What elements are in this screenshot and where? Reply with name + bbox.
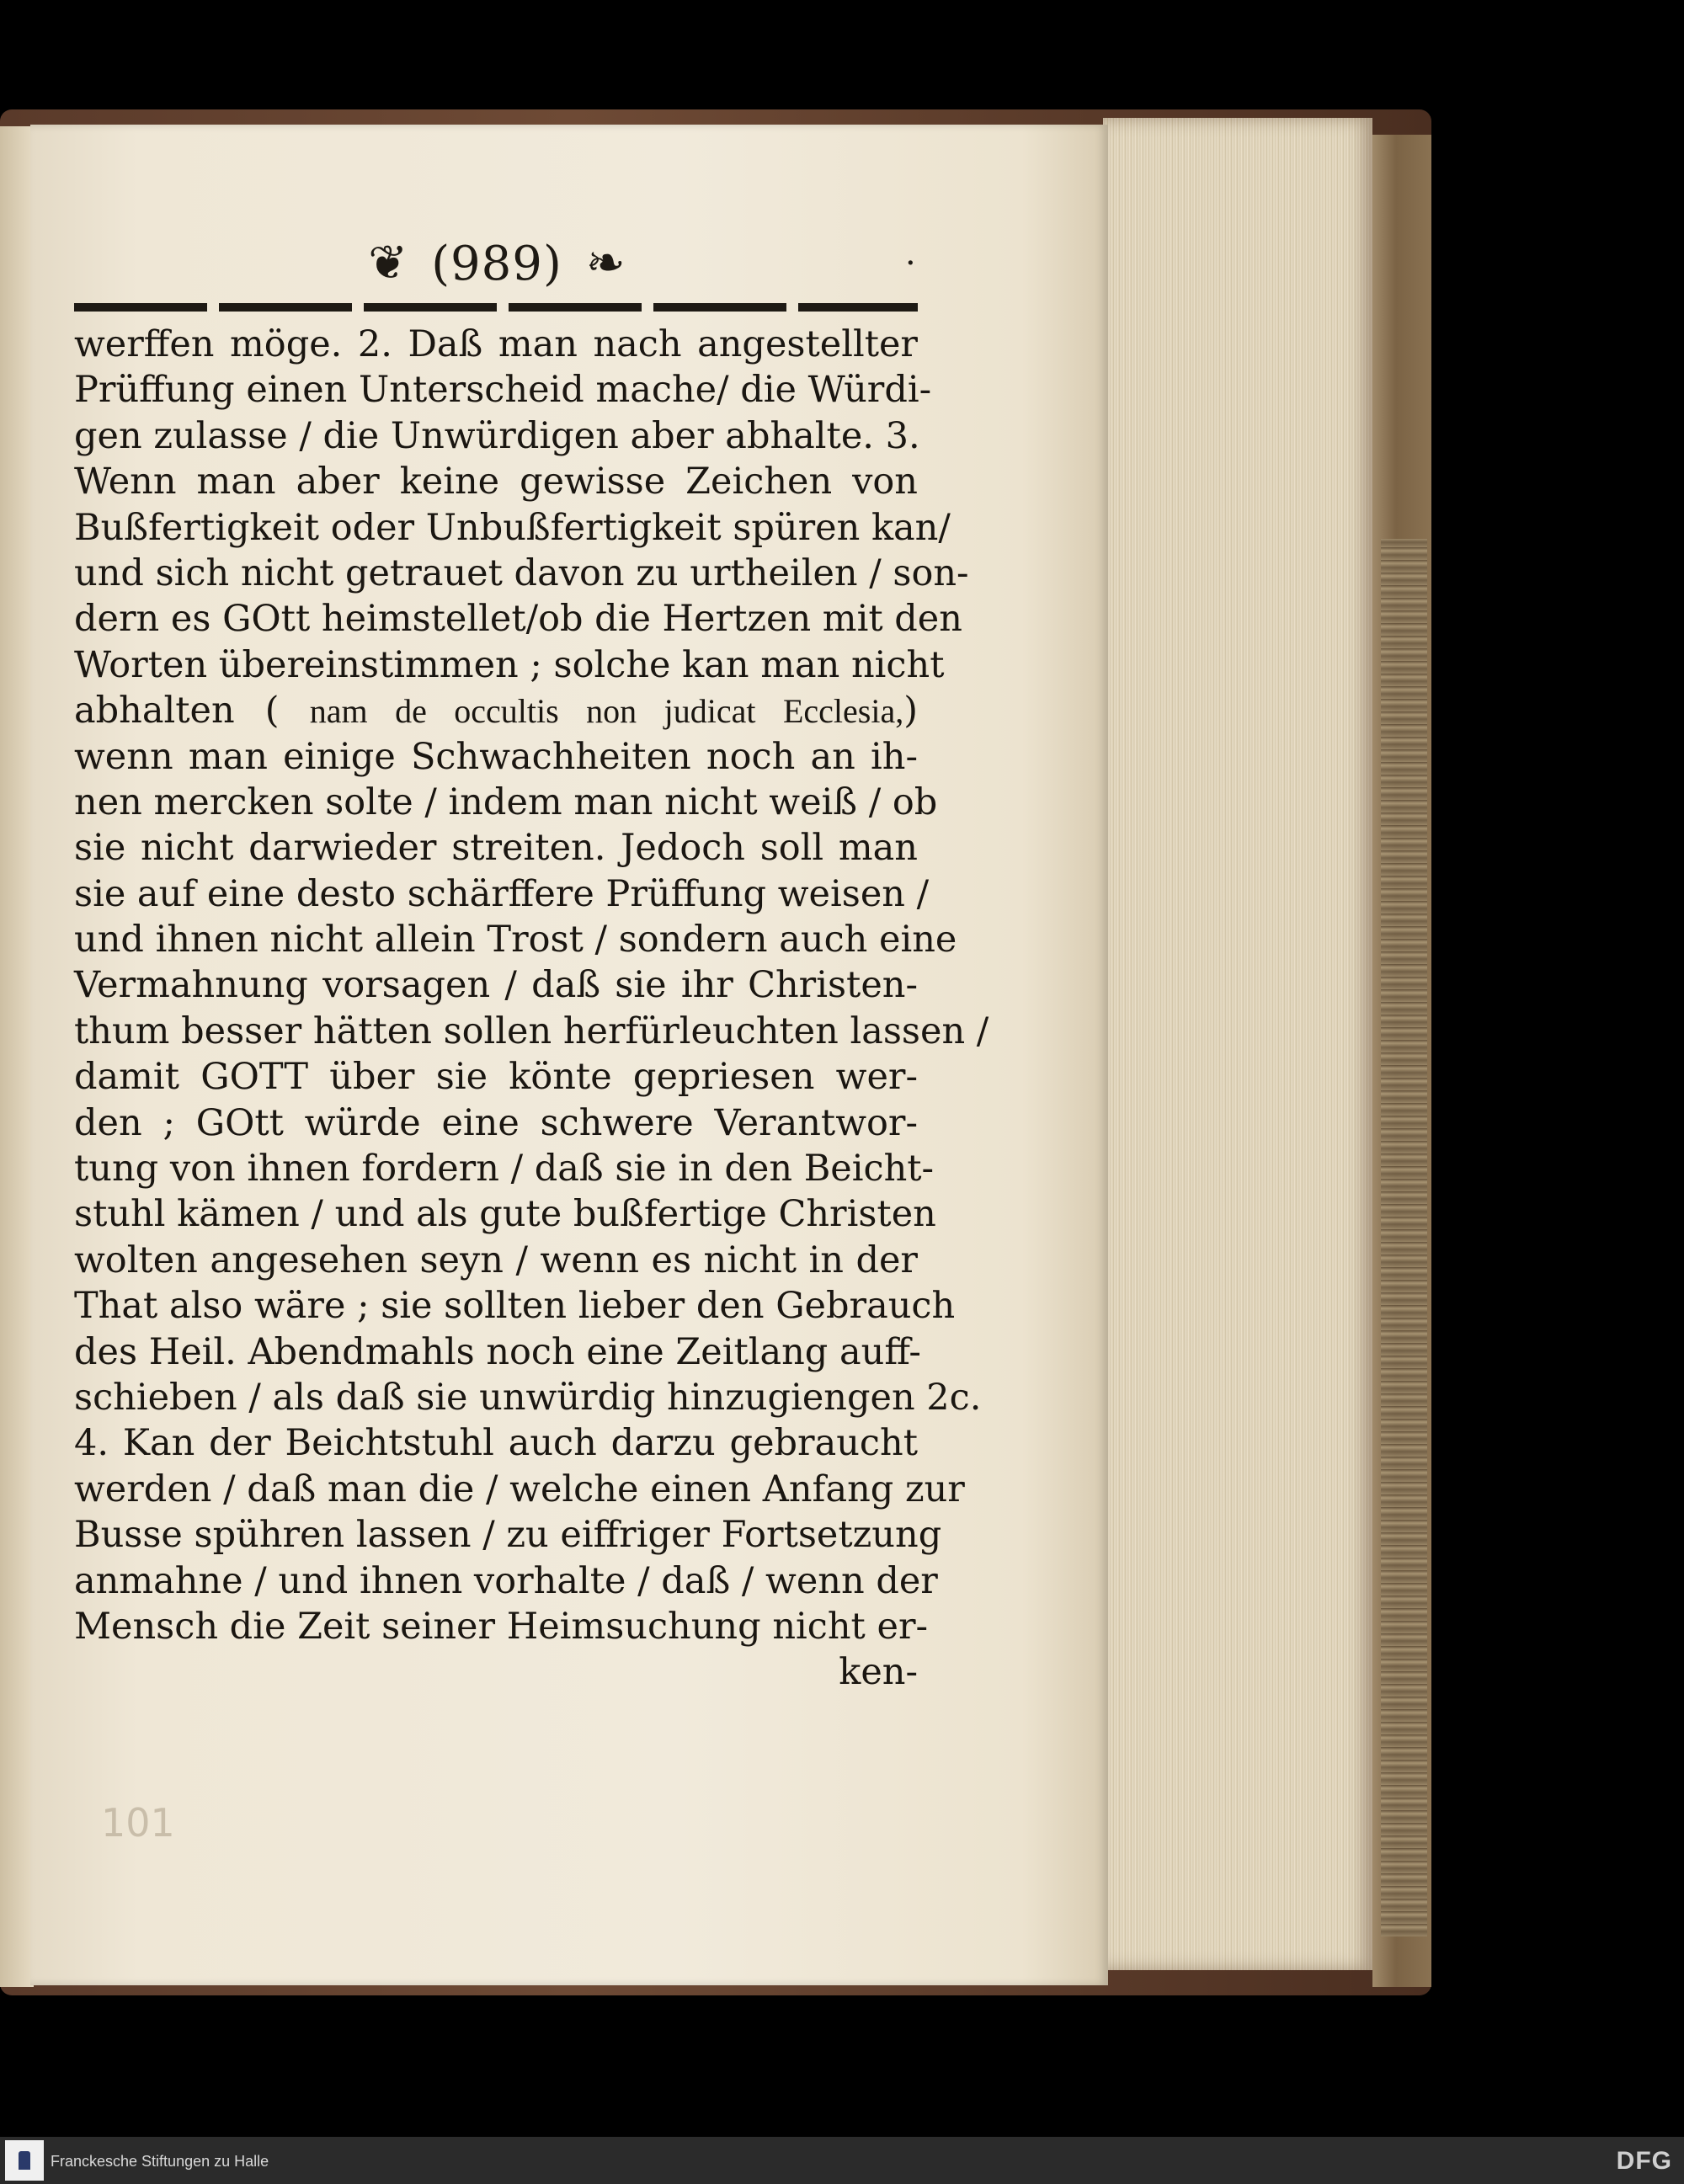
text-line: werden / daß man die / welche einen Anfang zur xyxy=(74,1468,965,1510)
text-line: thum besser hätten sollen herfürleuchten lassen / xyxy=(74,1009,989,1052)
facing-page-edge xyxy=(0,126,34,1987)
text-line: anmahne / und ihnen vorhalte / daß / wenn der xyxy=(74,1559,938,1602)
text-line: des Heil. Abendmahls noch eine Zeitlang auff- xyxy=(74,1330,921,1373)
text-line: und sich nicht getrauet davon zu urtheilen / son- xyxy=(74,551,969,594)
text-line: Worten übereinstimmen ; solche kan man nicht xyxy=(74,643,945,686)
page-number: (989) xyxy=(431,236,562,291)
text-line: den ; GOtt würde eine schwere Verantwor- xyxy=(74,1101,918,1144)
viewer-footer xyxy=(0,2137,1684,2184)
text-line: tung von ihnen fordern / daß sie in den Beicht- xyxy=(74,1148,935,1191)
text-line: dern es GOtt heimstellet/ob die Hertzen mit den xyxy=(74,598,962,641)
page-stack xyxy=(1103,118,1372,1970)
page-text xyxy=(74,322,989,1696)
ornament-right-icon: ❧ xyxy=(585,236,626,290)
institution-logo-icon[interactable] xyxy=(5,2140,44,2181)
line-tail: ) xyxy=(903,690,918,732)
text-line: Bußfertigkeit oder Unbußfertigkeit spüren kan/ xyxy=(74,506,951,549)
text-line: nen mercken solte / indem man nicht weiß / ob xyxy=(74,780,938,823)
latin-quote: nam de occultis non judicat Ecclesia, xyxy=(309,692,904,731)
catchword: ken- xyxy=(839,1651,918,1694)
text-line: wolten angesehen seyn / wenn es nicht in der xyxy=(74,1238,918,1281)
text-line: 4. Kan der Beichtstuhl auch darzu gebraucht xyxy=(74,1422,918,1465)
text-line: wenn man einige Schwachheiten noch an ih- xyxy=(74,735,918,778)
text-line: Busse spühren lassen / zu eiffriger Fortsetzung xyxy=(74,1514,942,1557)
board-texture xyxy=(1381,539,1427,1936)
text-line: und ihnen nicht allein Trost / sondern auch eine xyxy=(74,919,957,961)
text-line: Vermahnung vorsagen / daß sie ihr Christen- xyxy=(74,964,918,1007)
text-line: damit GOTT über sie könte gepriesen wer- xyxy=(74,1056,918,1099)
line-lead: abhalten ( xyxy=(74,690,280,732)
text-line: Wenn man aber keine gewisse Zeichen von xyxy=(74,461,918,503)
header-rule xyxy=(74,303,918,312)
text-line: werffen möge. 2. Daß man nach angestellter xyxy=(74,323,918,365)
text-line: stuhl kämen / und als gute bußfertige Christen xyxy=(74,1193,936,1236)
page-header xyxy=(328,234,665,293)
header-dot: · xyxy=(905,244,916,283)
text-line: That also wäre ; sie sollten lieber den Gebrauch xyxy=(74,1285,956,1328)
text-line-latin xyxy=(74,688,918,733)
faded-stamp: 101 xyxy=(101,1800,175,1846)
institution-name: Franckesche Stiftungen zu Halle xyxy=(51,2153,269,2170)
text-line: Prüffung einen Unterscheid mache/ die Würdi- xyxy=(74,369,932,412)
text-line: schieben / als daß sie unwürdig hinzugiengen 2c. xyxy=(74,1376,982,1419)
ornament-left-icon: ❦ xyxy=(368,236,408,290)
text-line: gen zulasse / die Unwürdigen aber abhalte. 3. xyxy=(74,414,920,457)
text-line: sie nicht darwieder streiten. Jedoch soll man xyxy=(74,827,918,870)
dfg-logo[interactable]: DFG xyxy=(1616,2147,1672,2175)
text-line: sie auf eine desto schärffere Prüffung weisen / xyxy=(74,872,930,915)
text-line: Mensch die Zeit seiner Heimsuchung nicht er- xyxy=(74,1605,929,1648)
